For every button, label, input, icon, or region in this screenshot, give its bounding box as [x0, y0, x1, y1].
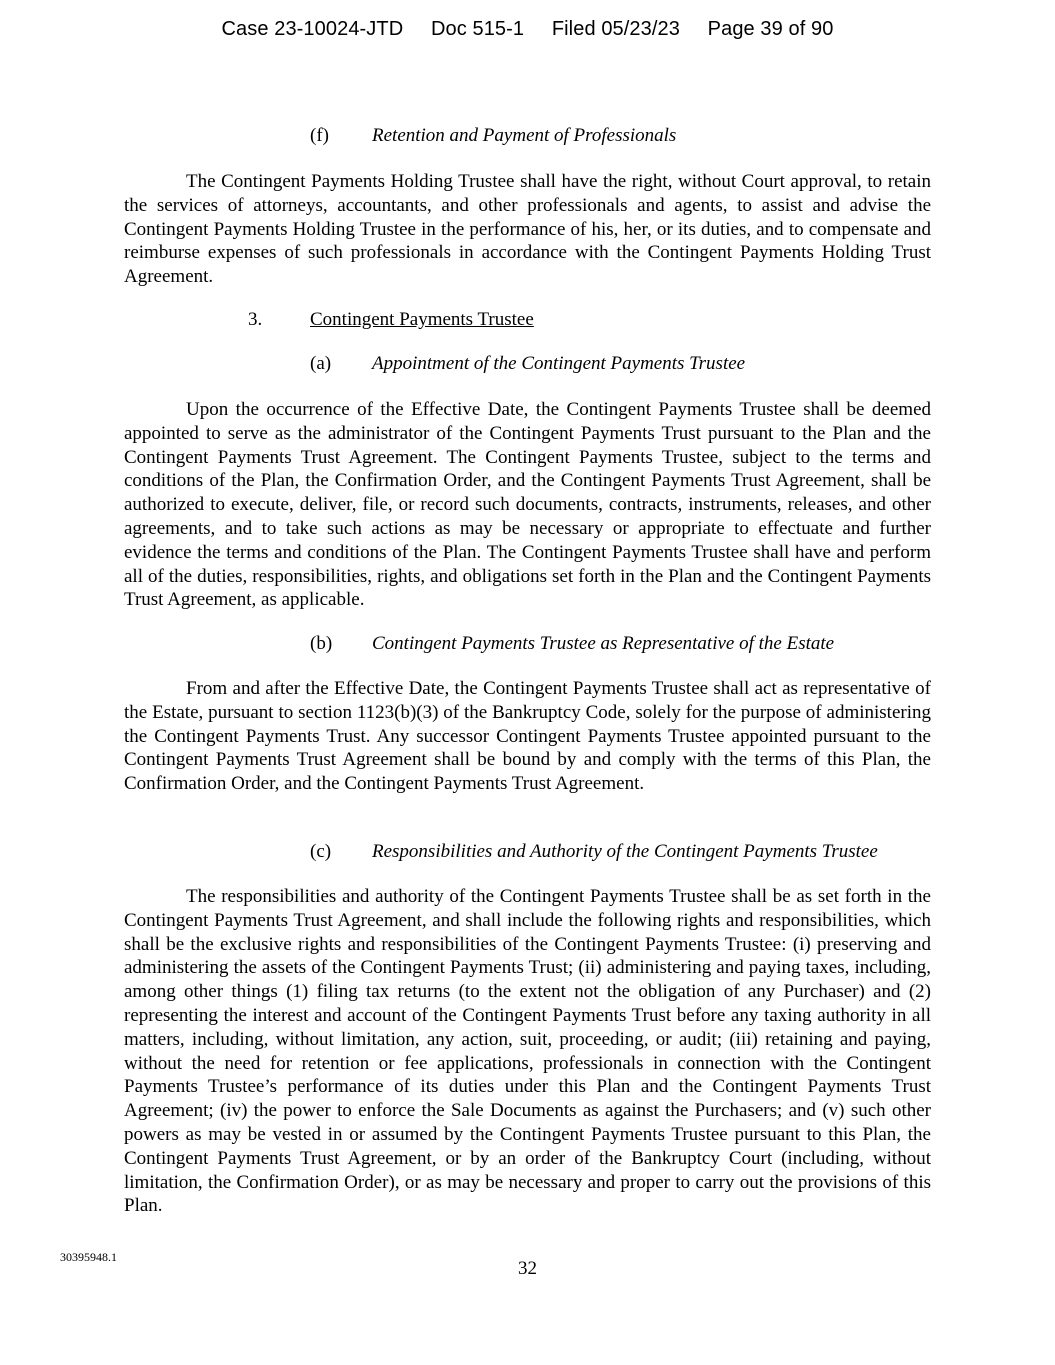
heading-f [310, 124, 676, 148]
heading-c-title: Responsibilities and Authority of the Contingent Payments Trustee [372, 841, 878, 862]
heading-f-label: (f) [310, 125, 329, 146]
page-number: 32 [518, 1258, 537, 1279]
heading-b-label: (b) [310, 633, 333, 654]
paragraph-f: The Contingent Payments Holding Trustee shall have the right, without Court approval, to retain the services of attorneys, accountants, and other professionals and agents, to assist and advise the Contingent Payments Holding Trustee in the performance of his, her, or its duties, and to compensate and reimburse expenses of such professionals in accordance with the Contingent Payments Holding Trust Agreement. [124, 171, 931, 288]
heading-3-title: Contingent Payments Trustee [310, 309, 534, 330]
page-indicator: Page 39 of 90 [707, 18, 834, 40]
heading-a-label: (a) [310, 353, 332, 374]
heading-a [310, 352, 745, 376]
document-id: 30395948.1 [60, 1250, 117, 1264]
heading-c [310, 840, 878, 864]
paragraph-b: From and after the Effective Date, the Contingent Payments Trustee shall act as representative of the Estate, pursuant to section 1123(b)(3) of the Bankruptcy Code, solely for the purpose of administering the Contingent Payments Trust. Any successor Contingent Payments Trustee appointed pursuant to the Contingent Payments Trust Agreement shall be bound by and comply with the terms of this Plan, the Confirmation Order, and the Contingent Payments Trust Agreement. [124, 678, 931, 795]
heading-b [310, 632, 834, 656]
heading-a-title: Appointment of the Contingent Payments Trustee [372, 353, 746, 374]
filing-header [0, 18, 1055, 41]
paragraph-c: The responsibilities and authority of the Contingent Payments Trustee shall be as set forth in the Contingent Payments Trust Agreement, and shall include the following rights and responsibilities, which shall be the exclusive rights and responsibilities of the Contingent Payments Trustee: (i) preserving and administering the assets of the Contingent Payments Trust; (ii) administering and paying taxes, including, among other things (1) filing tax returns (to the extent not the obligation of any Purchaser) and (2) representing the interest and account of the Contingent Payments Trust before any taxing authority in all matters, including, without limitation, any action, suit, proceeding, or audit; (iii) retaining and paying, without the need for retention or fee applications, professionals in connection with the Contingent Payments Trustee’s performance of its duties under this Plan and the Contingent Payments Trust Agreement; (iv) the power to enforce the Sale Documents as against the Purchasers; and (v) such other powers as may be vested in or assumed by the Contingent Payments Trustee pursuant to this Plan, the Contingent Payments Trust Agreement, or by an order of the Bankruptcy Court (including, without limitation, the Confirmation Order), or as may be necessary and proper to carry out the provisions of this Plan. [124, 886, 931, 1217]
heading-b-title: Contingent Payments Trustee as Representative of the Estate [372, 633, 835, 654]
filed-date: Filed 05/23/23 [551, 18, 680, 40]
case-number: Case 23-10024-JTD [221, 18, 404, 40]
doc-number: Doc 515-1 [430, 18, 525, 40]
heading-c-label: (c) [310, 841, 332, 862]
heading-f-title: Retention and Payment of Professionals [372, 125, 677, 146]
heading-3-label: 3. [248, 309, 263, 330]
paragraph-a: Upon the occurrence of the Effective Date, the Contingent Payments Trustee shall be deemed appointed to serve as the administrator of the Contingent Payments Trust pursuant to the Plan and the Contingent Payments Trust Agreement. The Contingent Payments Trustee, subject to the terms and conditions of the Plan, the Confirmation Order, and the Contingent Payments Trust Agreement, shall be authorized to execute, deliver, file, or record such documents, contracts, instruments, releases, and other agreements, and to take such actions as may be necessary or appropriate to effectuate and further evidence the terms and conditions of the Plan. The Contingent Payments Trustee shall have and perform all of the duties, responsibilities, rights, and obligations set forth in the Plan and the Contingent Payments Trust Agreement, as applicable. [124, 399, 931, 611]
heading-3 [248, 308, 534, 332]
